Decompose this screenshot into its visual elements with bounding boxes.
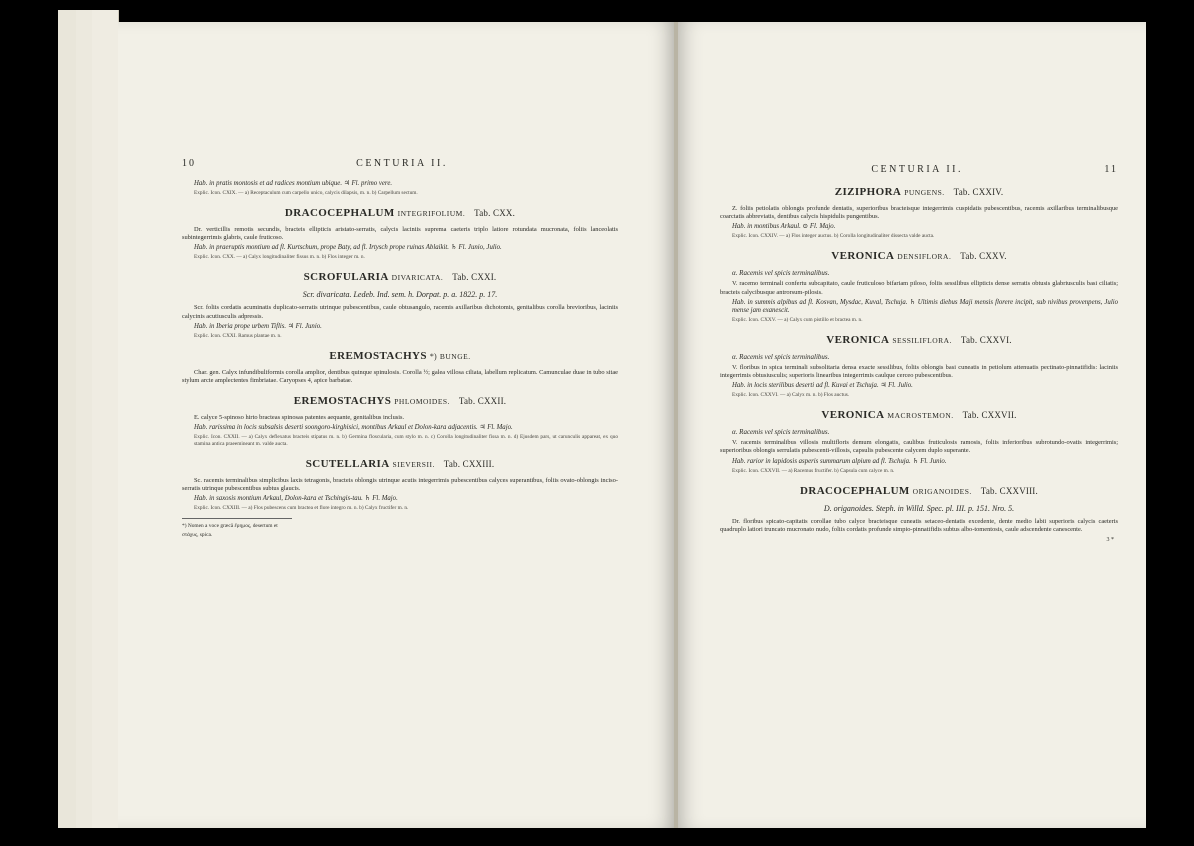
- species-name: DIVARICATA.: [391, 273, 444, 283]
- description-text: V. floribus in spica terminali subsolitaria densa exacte sessilibus, foliis oblongis basi cuneatis in petiolum attenuatis pectinato-pinnatifidis: laciniis integerrimis obtusiusculis; superioris linearibus integerrimis caulque cerceo pubescentibus.: [720, 363, 1118, 380]
- right-page: [678, 22, 1146, 828]
- description-text: Z. foliis petiolatis oblongis profunde dentatis, superioribus bracteisque integerrimis cuspidatis pubescentibus, racemis axillaribus terminalibusque coarctatis abbreviatis, dentibus calycis hispidulis pungentibus.: [720, 205, 1118, 221]
- tab-number: Tab. CXXIV.: [953, 187, 1004, 198]
- species-heading: [720, 250, 1118, 263]
- description-text: Dr. floribus spicato-capitatis corollae tubo calyce bracteisque cuneatis setaceo-dentatis excedente, dente medio labii superioris calycis caeteris quadruplo latiori truncato mucronato nudo, foliis cordatis profunde simpio-pinnatifidis subtus albo-tomentosis, caule adscendente canescente.: [720, 517, 1118, 533]
- footnote: *) Nomen a voce græcâ ἔρημος, desertum et στάχυς, spica.: [182, 518, 292, 538]
- genus-heading: [182, 350, 618, 363]
- species-name: DENSIFLORA.: [897, 252, 952, 262]
- species-name: SIEVERSII.: [392, 460, 435, 470]
- tab-number: Tab. CXXI.: [452, 272, 497, 283]
- tab-number: Tab. CXXII.: [458, 395, 507, 406]
- habitat-text: Hab. in locis sterilibus deserti ad fl. Kuvai et Tschuja. ♃ Fl. Julio.: [732, 382, 913, 390]
- description-text: Sc. racemis terminalibus simplicibus laxis tetragonis, bracteis oblongis utrinque acutis integerrimis pubescentibus calyces superantibus, foliis ovato-oblongis inciso-serratis utrinque pubescentibus subtus glaucis.: [182, 477, 618, 493]
- species-heading: [182, 458, 618, 471]
- synonym-text: D. origanoides. Steph. in Willd. Spec. pl. III. p. 151. Nro. 5.: [823, 503, 1015, 513]
- species-name: SESSILIFLORA.: [892, 335, 952, 345]
- explanation-text: Explic. Icon. CXX. — a) Calyx longitudinaliter fissus m. n. b) Flos integer m. n.: [194, 254, 365, 261]
- genus-character-text: Char. gen. Calyx infundibuliformis corolla amplior, dentibus quinque spinulosis. Corolla ½; galea villosa ciliata, labellum replicatum. Camunculae duae in tubo sitae stylum arcte amplectentes fimbriatae. Caryopses 4, apice barbatae.: [182, 368, 618, 384]
- signature-mark: 3 *: [1106, 536, 1114, 543]
- species-heading: [720, 186, 1118, 199]
- open-book: [58, 10, 1146, 828]
- section-subheading: α. Racemis vel spicis terminalibus.: [732, 269, 830, 278]
- habitat-text: Hab. in montibus Arkaul. ⊙ Fl. Majo.: [732, 223, 836, 231]
- page-number: 11: [1104, 164, 1118, 175]
- tab-number: Tab. CXXVI.: [960, 334, 1012, 345]
- page-stack-inner: [92, 10, 119, 828]
- description-text: V. racemis terminalibus villosis multifloris demum elongatis, caulibus fruticulosis ramosis, foliis inferioribus subrotundo-ovatis integerrimis; superioribus oblongis serrulatis pubescenti-villosis, capsulis pubescente calycem duplo superante.: [720, 439, 1118, 455]
- species-heading: [720, 334, 1118, 347]
- genus-name: EREMOSTACHYS: [329, 349, 427, 362]
- tab-number: Tab. CXXVII.: [962, 410, 1017, 421]
- running-title: CENTURIA II.: [871, 164, 964, 175]
- section-subheading: α. Racemis vel spicis terminalibus.: [732, 352, 830, 361]
- explanation-text: Explic. Icon. CXXV. — a) Calyx cum pistillo et bractea m. n.: [732, 316, 863, 323]
- species-heading: [182, 271, 618, 284]
- explanation-text: Explic. Icon. CXXVII. — a) Racemus fructifer. b) Capsula cum calyce m. n.: [732, 467, 895, 474]
- species-name: ORIGANOIDES.: [912, 486, 972, 496]
- description-text: E. calyce 5-spinoso hirto bracteas spinosas patentes aequante, genitalibus inclusis.: [194, 413, 405, 421]
- running-head: [182, 160, 618, 168]
- tab-number: Tab. CXXIII.: [443, 459, 495, 470]
- species-name: INTEGRIFOLIUM.: [397, 209, 466, 219]
- species-name: PUNGENS.: [904, 188, 945, 198]
- habitat-text: Hab. in Iberia prope urbem Tiflis. ♃ Fl. Junio.: [194, 322, 322, 330]
- explanation-text: Explic. Icon. CXXII. — a) Calyx deflexatus bracteis stipatus m. n. b) Germina floscularia, cum stylo m. n. c) Corolla longitudinaliter fissa m. n. d) Ejusdem pars, ut carunculis appareat, ex quo stamina antica praeemineant m. valde aucta.: [194, 434, 618, 448]
- explanation-text: Explic. Icon. CXXVI. — a) Calyx m. n. b) Flos auctus.: [732, 392, 850, 399]
- description-text: Dr. verticillis remotis secundis, bracteis ellipticis aristato-serratis, calycis laciniis suprema caeteris triplo latiore rotundata mucronata, foliis lanceolatis subintegerrimis glabris, caule fruticoso.: [182, 226, 618, 242]
- author-name: BUNGE.: [439, 351, 471, 361]
- genus-name: ZIZIPHORA: [834, 186, 902, 199]
- footnote-marker: *): [429, 351, 437, 361]
- running-head: [720, 166, 1118, 174]
- species-heading: [182, 395, 618, 408]
- habitat-text: Hab. rarissima in locis subsalsis deserti soongoro-kirghisici, montibus Arkaul et Dolon-kara adjacentis. ♃ Fl. Majo.: [194, 424, 513, 432]
- explanation-text: Explic. Icon. CXXI. Ramus plantae m. n.: [194, 332, 282, 339]
- running-title: CENTURIA II.: [356, 158, 448, 169]
- genus-name: VERONICA: [821, 409, 885, 422]
- species-heading: [182, 207, 618, 220]
- section-subheading: α. Racemis vel spicis terminalibus.: [732, 428, 830, 437]
- page-number: 10: [182, 158, 196, 169]
- genus-name: EREMOSTACHYS: [293, 394, 392, 407]
- tab-number: Tab. CXXVIII.: [980, 485, 1038, 496]
- species-heading: [720, 485, 1118, 498]
- explanation-text: Explic. Icon. CXIX. — a) Receptaculum cum carpello unico, calycis dilapsis, m. n. b) Carpellum sectum.: [194, 190, 418, 197]
- description-text: V. racemo terminali confertu subcapitato, caule fruticuloso bifariam piloso, foliis sessilibus ellipticis dense serratis obtusis glabriusculis basi ciliatis; bracteis calycibusque antrorsum-pilosis.: [720, 280, 1118, 296]
- genus-name: VERONICA: [826, 333, 890, 346]
- left-page: [118, 22, 674, 828]
- genus-name: VERONICA: [831, 250, 895, 263]
- species-name: MACROSTEMON.: [887, 411, 954, 421]
- synonym-text: Scr. divaricata. Ledeb. Ind. sem. h. Dorpat. p. a. 1822. p. 17.: [302, 290, 498, 300]
- species-name: PHLOMOIDES.: [394, 396, 450, 406]
- tab-number: Tab. CXX.: [474, 208, 516, 219]
- genus-name: SCUTELLARIA: [305, 458, 390, 471]
- explanation-text: Explic. Icon. CXXIV. — a) Flos integer auctus. b) Corolla longitudinaliter dissecta valde aucta.: [732, 233, 935, 240]
- habitat-text: Hab. in praeruptis montium ad fl. Kurtschum, prope Baty, ad fl. Irtysch prope ruinas Ablaikit. ♄ Fl. Junio, Julio.: [194, 244, 502, 252]
- habitat-text: Hab. rarior in lapidosis asperis summarum alpium ad fl. Tschuja. ♄ Fl. Junio.: [732, 457, 947, 465]
- genus-name: SCROFULARIA: [303, 271, 389, 284]
- species-heading: [720, 409, 1118, 422]
- habitat-text: Hab. in saxosis montium Arkaul, Dolon-kara et Tschingis-tau. ♄ Fl. Majo.: [194, 495, 398, 503]
- habitat-text: Hab. in summis alpibus ad fl. Kosvan, Mysdac, Kuval, Tschuja. ♄ Ultimis diebus Maji mensis florere incipit, sub nivibus provenpens, Julio mense jam exanescit.: [732, 298, 1118, 314]
- tab-number: Tab. CXXV.: [960, 251, 1007, 262]
- habitat-text: Hab. in pratis montosis et ad radices montium ubique. ♃ Fl. primo vere.: [194, 180, 393, 188]
- genus-name: DRACOCEPHALUM: [800, 484, 910, 497]
- description-text: Scr. foliis cordatis acuminatis duplicato-serratis utrinque pubescentibus, caule obtusangulo, racemis axillaribus dichotomis, genitalibus corolla brevioribus, laciniis calycinis acutiusculis adpressis.: [182, 304, 618, 320]
- genus-name: DRACOCEPHALUM: [284, 207, 395, 220]
- explanation-text: Explic. Icon. CXXIII. — a) Flos pubescens cum bractea et flore integro m. n. b) Calyx fructifer m. n.: [194, 505, 409, 512]
